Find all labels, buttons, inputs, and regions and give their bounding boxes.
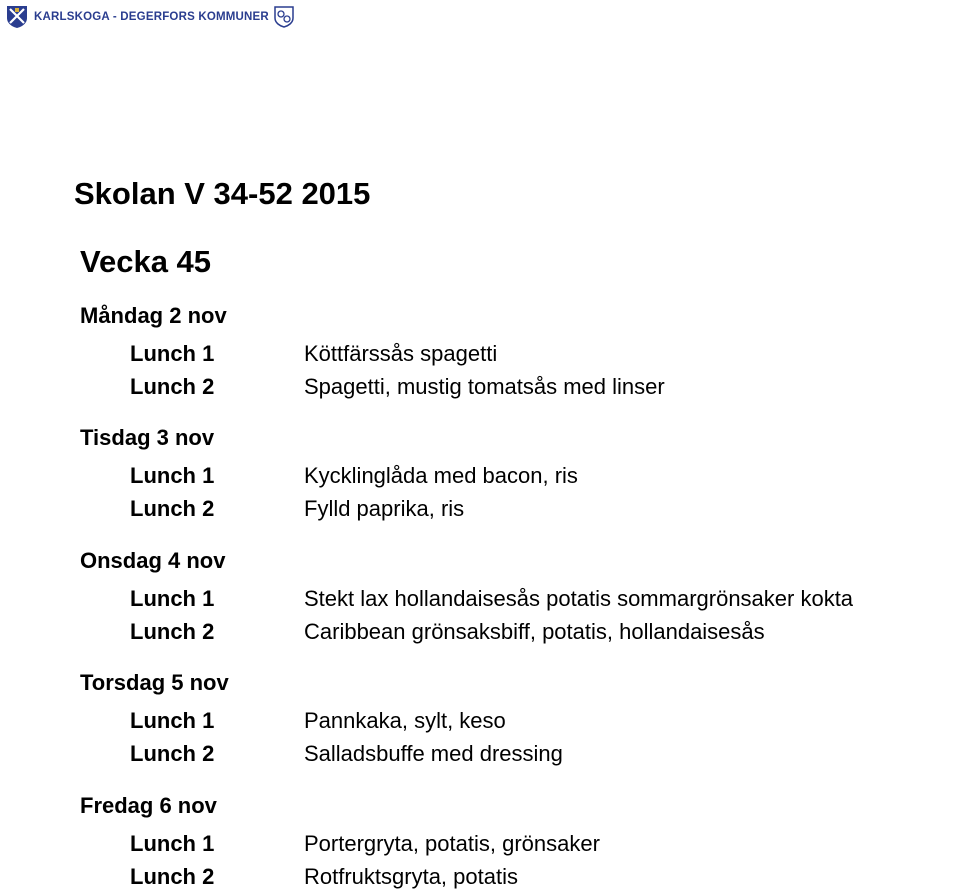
day-name: Onsdag 4 nov <box>80 548 226 573</box>
lunch-label: Lunch 1 <box>130 463 215 488</box>
lunch-row <box>0 340 960 372</box>
lunch-label: Lunch 2 <box>130 741 215 766</box>
lunch-dish: Pannkaka, sylt, keso <box>304 708 506 733</box>
lunch-row <box>0 373 960 405</box>
day-name: Måndag 2 nov <box>80 303 227 328</box>
lunch-dish: Spagetti, mustig tomatsås med linser <box>304 374 665 399</box>
lunch-dish: Rotfruktsgryta, potatis <box>304 864 518 889</box>
lunch-row <box>0 830 960 862</box>
municipal-seal-icon <box>274 6 294 28</box>
lunch-label: Lunch 1 <box>130 586 215 611</box>
lunch-row <box>0 707 960 739</box>
lunch-row <box>0 585 960 617</box>
lunch-row <box>0 618 960 650</box>
lunch-row <box>0 462 960 494</box>
lunch-label: Lunch 2 <box>130 496 215 521</box>
lunch-label: Lunch 2 <box>130 374 215 399</box>
lunch-label: Lunch 2 <box>130 619 215 644</box>
shield-crest-icon <box>6 5 28 29</box>
day-name: Torsdag 5 nov <box>80 670 229 695</box>
lunch-label: Lunch 1 <box>130 341 215 366</box>
lunch-dish: Stekt lax hollandaisesås potatis sommargrönsaker kokta <box>304 586 854 611</box>
page-header <box>6 4 294 30</box>
lunch-label: Lunch 1 <box>130 831 215 856</box>
lunch-dish: Salladsbuffe med dressing <box>304 741 563 766</box>
lunch-dish: Caribbean grönsaksbiff, potatis, hollandaisesås <box>304 619 765 644</box>
week-heading: Vecka 45 <box>80 244 212 279</box>
lunch-dish: Kycklinglåda med bacon, ris <box>304 463 578 488</box>
lunch-dish: Fylld paprika, ris <box>304 496 465 521</box>
document-title: Skolan V 34-52 2015 <box>74 176 371 211</box>
lunch-row <box>0 495 960 527</box>
lunch-row <box>0 863 960 895</box>
lunch-label: Lunch 2 <box>130 864 215 889</box>
lunch-dish: Köttfärssås spagetti <box>304 341 498 366</box>
lunch-label: Lunch 1 <box>130 708 215 733</box>
lunch-row <box>0 740 960 772</box>
organization-name: KARLSKOGA - DEGERFORS KOMMUNER <box>34 11 269 23</box>
lunch-dish: Portergryta, potatis, grönsaker <box>304 831 600 856</box>
day-name: Tisdag 3 nov <box>80 425 215 450</box>
day-name: Fredag 6 nov <box>80 793 217 818</box>
